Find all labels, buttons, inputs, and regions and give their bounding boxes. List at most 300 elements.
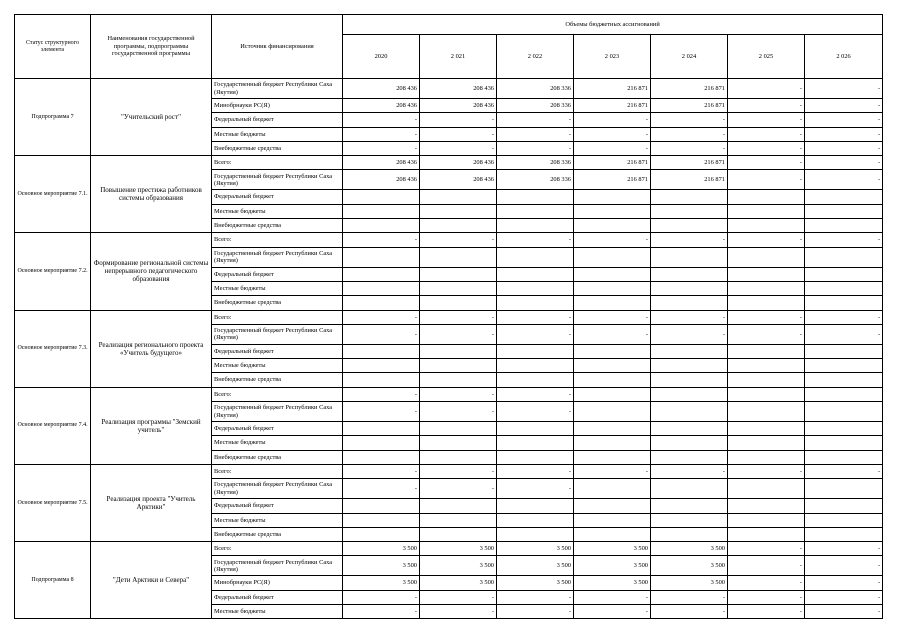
budget-value: 208 436	[343, 99, 420, 113]
table-row	[15, 310, 883, 324]
budget-value: -	[343, 233, 420, 247]
budget-value	[651, 296, 728, 310]
budget-value: 208 436	[420, 79, 497, 99]
budget-value	[805, 219, 883, 233]
budget-value: -	[420, 310, 497, 324]
budget-value	[651, 450, 728, 464]
budget-value: -	[574, 590, 651, 604]
budget-value	[805, 402, 883, 422]
funding-source: Минобрнауки РС(Я)	[212, 99, 343, 113]
budget-value	[728, 513, 805, 527]
budget-value	[728, 499, 805, 513]
funding-source: Федеральный бюджет	[212, 344, 343, 358]
budget-value	[574, 373, 651, 387]
budget-value	[651, 527, 728, 541]
budget-value	[574, 204, 651, 218]
funding-source: Внебюджетные средства	[212, 219, 343, 233]
budget-value	[651, 267, 728, 281]
budget-value	[728, 190, 805, 204]
budget-value: -	[805, 576, 883, 590]
budget-value: 208 436	[420, 99, 497, 113]
budget-value: -	[497, 141, 574, 155]
budget-value	[497, 267, 574, 281]
budget-value: -	[728, 113, 805, 127]
budget-value	[805, 373, 883, 387]
funding-source: Всего:	[212, 156, 343, 170]
budget-value	[343, 422, 420, 436]
budget-value: -	[497, 605, 574, 619]
budget-value	[420, 204, 497, 218]
budget-value: -	[420, 605, 497, 619]
table-body	[15, 79, 883, 619]
budget-value: -	[651, 324, 728, 344]
budget-value: -	[728, 556, 805, 576]
funding-source: Внебюджетные средства	[212, 373, 343, 387]
funding-source: Федеральный бюджет	[212, 267, 343, 281]
budget-value	[728, 359, 805, 373]
budget-value	[805, 204, 883, 218]
budget-value: -	[805, 170, 883, 190]
budget-value: -	[728, 605, 805, 619]
budget-value: -	[574, 464, 651, 478]
budget-value	[728, 479, 805, 499]
budget-value: -	[805, 156, 883, 170]
budget-value: -	[343, 479, 420, 499]
table-row	[15, 156, 883, 170]
budget-value	[420, 344, 497, 358]
budget-value	[651, 190, 728, 204]
budget-value: -	[805, 542, 883, 556]
budget-value	[574, 344, 651, 358]
budget-value	[497, 281, 574, 295]
budget-value	[497, 247, 574, 267]
budget-value: -	[728, 310, 805, 324]
budget-value: 216 871	[574, 99, 651, 113]
budget-value	[497, 450, 574, 464]
budget-value	[651, 436, 728, 450]
budget-value: -	[651, 113, 728, 127]
budget-value: -	[651, 233, 728, 247]
funding-source: Местные бюджеты	[212, 127, 343, 141]
budget-value: -	[497, 590, 574, 604]
budget-value: -	[497, 233, 574, 247]
funding-source: Федеральный бюджет	[212, 190, 343, 204]
volumes-column-header: Объемы бюджетных ассигнований	[343, 15, 883, 35]
budget-value: 3 500	[420, 542, 497, 556]
funding-source: Всего:	[212, 387, 343, 401]
budget-value: -	[343, 605, 420, 619]
budget-value	[728, 219, 805, 233]
budget-value	[343, 247, 420, 267]
budget-value: 208 336	[497, 170, 574, 190]
program-name: Реализация проекта "Учитель Арктики"	[91, 464, 212, 541]
budget-value	[343, 499, 420, 513]
program-name: "Учительский рост"	[91, 79, 212, 156]
budget-value	[497, 513, 574, 527]
structural-element-status: Основное мероприятие 7.1.	[15, 156, 91, 233]
budget-value	[343, 219, 420, 233]
funding-source: Внебюджетные средства	[212, 527, 343, 541]
budget-value	[497, 344, 574, 358]
budget-value: 216 871	[651, 79, 728, 99]
budget-value: -	[651, 590, 728, 604]
budget-value: -	[574, 127, 651, 141]
budget-value: -	[805, 590, 883, 604]
budget-value	[420, 436, 497, 450]
budget-value	[343, 436, 420, 450]
budget-value	[574, 450, 651, 464]
budget-value: 216 871	[574, 79, 651, 99]
budget-value	[343, 281, 420, 295]
budget-value: -	[343, 310, 420, 324]
budget-value: 3 500	[651, 576, 728, 590]
funding-source: Местные бюджеты	[212, 359, 343, 373]
budget-value: 208 336	[497, 79, 574, 99]
budget-value	[420, 422, 497, 436]
funding-source: Местные бюджеты	[212, 281, 343, 295]
budget-value: -	[728, 141, 805, 155]
budget-value: -	[420, 233, 497, 247]
budget-value	[651, 373, 728, 387]
budget-value	[651, 387, 728, 401]
budget-value: 3 500	[420, 576, 497, 590]
funding-source: Государственный бюджет Республики Саха (Якутия)	[212, 170, 343, 190]
budget-value	[651, 513, 728, 527]
structural-element-status: Основное мероприятие 7.5.	[15, 464, 91, 541]
budget-value	[420, 359, 497, 373]
budget-value	[574, 479, 651, 499]
budget-value	[805, 499, 883, 513]
budget-value: -	[651, 310, 728, 324]
budget-value: 3 500	[497, 542, 574, 556]
budget-value: 208 436	[420, 170, 497, 190]
budget-value: -	[420, 402, 497, 422]
budget-value	[343, 204, 420, 218]
budget-value: -	[497, 310, 574, 324]
budget-value: -	[497, 324, 574, 344]
program-name: Формирование региональной системы непрерывного педагогического образования	[91, 233, 212, 310]
budget-value	[728, 204, 805, 218]
budget-value: -	[343, 127, 420, 141]
budget-value: 216 871	[574, 170, 651, 190]
budget-value	[805, 450, 883, 464]
budget-value: 208 436	[343, 156, 420, 170]
budget-value	[805, 296, 883, 310]
budget-value: 216 871	[651, 99, 728, 113]
budget-value	[420, 247, 497, 267]
budget-value	[497, 219, 574, 233]
budget-value: 3 500	[497, 556, 574, 576]
budget-value	[728, 267, 805, 281]
funding-source: Федеральный бюджет	[212, 422, 343, 436]
program-name: "Дети Арктики и Севера"	[91, 542, 212, 619]
budget-value: -	[805, 99, 883, 113]
budget-value: -	[420, 324, 497, 344]
funding-source: Федеральный бюджет	[212, 499, 343, 513]
funding-source: Внебюджетные средства	[212, 296, 343, 310]
budget-value	[728, 296, 805, 310]
budget-value: -	[497, 127, 574, 141]
budget-value: 3 500	[574, 576, 651, 590]
year-header: 2 026	[805, 35, 883, 79]
budget-value: 216 871	[574, 156, 651, 170]
budget-value	[420, 281, 497, 295]
structural-element-status: Основное мероприятие 7.4.	[15, 387, 91, 464]
funding-source: Местные бюджеты	[212, 513, 343, 527]
year-header: 2020	[343, 35, 420, 79]
budget-value: 3 500	[497, 576, 574, 590]
table-row	[15, 79, 883, 99]
budget-value	[497, 436, 574, 450]
budget-value: -	[651, 464, 728, 478]
budget-value: -	[805, 113, 883, 127]
budget-value: -	[343, 113, 420, 127]
budget-value: 216 871	[651, 156, 728, 170]
budget-value	[420, 296, 497, 310]
budget-value: 3 500	[343, 556, 420, 576]
budget-value: -	[497, 464, 574, 478]
budget-value: 3 500	[574, 556, 651, 576]
budget-value: -	[574, 310, 651, 324]
budget-value: -	[420, 479, 497, 499]
funding-source: Всего:	[212, 310, 343, 324]
budget-value	[420, 499, 497, 513]
budget-value: -	[574, 113, 651, 127]
source-column-header: Источник финансирования	[212, 15, 343, 79]
table-row	[15, 233, 883, 247]
budget-value: -	[497, 479, 574, 499]
budget-value: -	[805, 141, 883, 155]
table-row	[15, 387, 883, 401]
budget-value	[497, 422, 574, 436]
budget-value: -	[805, 233, 883, 247]
funding-source: Всего:	[212, 542, 343, 556]
year-header: 2 024	[651, 35, 728, 79]
budget-value	[651, 247, 728, 267]
budget-value	[420, 513, 497, 527]
year-header: 2 025	[728, 35, 805, 79]
budget-value: 3 500	[651, 556, 728, 576]
program-name: Реализация регионального проекта «Учитель будущего»	[91, 310, 212, 387]
budget-value: -	[343, 464, 420, 478]
funding-source: Государственный бюджет Республики Саха (Якутия)	[212, 324, 343, 344]
budget-value: -	[728, 79, 805, 99]
budget-value: 3 500	[651, 542, 728, 556]
budget-value: -	[574, 141, 651, 155]
budget-value	[420, 190, 497, 204]
budget-value	[651, 479, 728, 499]
budget-value	[574, 402, 651, 422]
table-row	[15, 464, 883, 478]
budget-value	[728, 373, 805, 387]
budget-value	[343, 344, 420, 358]
budget-value	[420, 373, 497, 387]
budget-value: -	[728, 542, 805, 556]
budget-value: -	[420, 113, 497, 127]
budget-value: -	[343, 324, 420, 344]
budget-value	[420, 267, 497, 281]
funding-source: Государственный бюджет Республики Саха (Якутия)	[212, 402, 343, 422]
budget-value	[420, 450, 497, 464]
budget-value: -	[728, 170, 805, 190]
budget-value	[805, 281, 883, 295]
budget-value	[728, 422, 805, 436]
budget-value	[651, 219, 728, 233]
budget-value	[574, 190, 651, 204]
budget-value: 208 436	[343, 170, 420, 190]
budget-value	[343, 267, 420, 281]
funding-source: Местные бюджеты	[212, 605, 343, 619]
structural-element-status: Основное мероприятие 7.2.	[15, 233, 91, 310]
budget-value	[728, 344, 805, 358]
budget-value: 216 871	[651, 170, 728, 190]
budget-value	[805, 527, 883, 541]
budget-value	[420, 527, 497, 541]
budget-value	[805, 513, 883, 527]
budget-value: -	[805, 310, 883, 324]
budget-value	[651, 204, 728, 218]
budget-value: -	[420, 141, 497, 155]
budget-value	[574, 359, 651, 373]
budget-value	[574, 436, 651, 450]
budget-value: 3 500	[574, 542, 651, 556]
budget-value	[420, 219, 497, 233]
budget-value	[805, 422, 883, 436]
budget-value	[651, 344, 728, 358]
budget-value: -	[574, 233, 651, 247]
budget-value	[728, 402, 805, 422]
budget-value: -	[420, 464, 497, 478]
budget-value: -	[343, 387, 420, 401]
budget-value: -	[651, 605, 728, 619]
budget-value	[651, 281, 728, 295]
table-row	[15, 542, 883, 556]
budget-value: -	[805, 79, 883, 99]
budget-value	[805, 247, 883, 267]
status-column-header: Статус структурного элемента	[15, 15, 91, 79]
funding-source: Государственный бюджет Республики Саха (Якутия)	[212, 556, 343, 576]
budget-value	[343, 450, 420, 464]
budget-value: 208 336	[497, 99, 574, 113]
funding-source: Всего:	[212, 233, 343, 247]
budget-value: -	[728, 156, 805, 170]
funding-source: Всего:	[212, 464, 343, 478]
funding-source: Федеральный бюджет	[212, 113, 343, 127]
budget-value: -	[497, 402, 574, 422]
budget-value: -	[728, 324, 805, 344]
budget-value	[805, 190, 883, 204]
budget-value: -	[420, 127, 497, 141]
budget-value	[497, 204, 574, 218]
structural-element-status: Подпрограмма 7	[15, 79, 91, 156]
budget-value: -	[805, 464, 883, 478]
budget-value: 3 500	[343, 542, 420, 556]
budget-value: -	[805, 605, 883, 619]
budget-value: -	[574, 605, 651, 619]
budget-value: -	[728, 99, 805, 113]
budget-value: -	[497, 113, 574, 127]
budget-value: -	[805, 556, 883, 576]
budget-value	[343, 190, 420, 204]
budget-value	[497, 527, 574, 541]
budget-value	[574, 281, 651, 295]
budget-value: -	[728, 464, 805, 478]
budget-value	[574, 387, 651, 401]
budget-value	[343, 513, 420, 527]
budget-value	[728, 450, 805, 464]
budget-value: 3 500	[343, 576, 420, 590]
budget-value	[805, 359, 883, 373]
budget-value: -	[728, 576, 805, 590]
budget-value: -	[343, 402, 420, 422]
funding-source: Государственный бюджет Республики Саха (Якутия)	[212, 79, 343, 99]
budget-allocation-table	[14, 14, 883, 619]
budget-value	[574, 296, 651, 310]
budget-value	[728, 247, 805, 267]
budget-value	[805, 479, 883, 499]
funding-source: Местные бюджеты	[212, 436, 343, 450]
budget-value	[497, 373, 574, 387]
budget-value: -	[728, 127, 805, 141]
budget-value	[805, 267, 883, 281]
funding-source: Государственный бюджет Республики Саха (Якутия)	[212, 479, 343, 499]
budget-value	[728, 527, 805, 541]
budget-value	[343, 373, 420, 387]
funding-source: Местные бюджеты	[212, 204, 343, 218]
budget-value: -	[805, 127, 883, 141]
budget-value	[497, 296, 574, 310]
budget-value	[497, 359, 574, 373]
budget-value: 208 336	[497, 156, 574, 170]
funding-source: Федеральный бюджет	[212, 590, 343, 604]
budget-value	[728, 387, 805, 401]
budget-value: -	[728, 590, 805, 604]
budget-value	[343, 527, 420, 541]
structural-element-status: Подпрограмма 8	[15, 542, 91, 619]
structural-element-status: Основное мероприятие 7.3.	[15, 310, 91, 387]
budget-value	[574, 422, 651, 436]
budget-value	[574, 499, 651, 513]
funding-source: Государственный бюджет Республики Саха (Якутия)	[212, 247, 343, 267]
budget-value: 3 500	[420, 556, 497, 576]
budget-value	[728, 281, 805, 295]
budget-value	[651, 359, 728, 373]
budget-value: -	[343, 590, 420, 604]
budget-value: -	[651, 141, 728, 155]
year-header: 2 022	[497, 35, 574, 79]
budget-value	[574, 247, 651, 267]
budget-value	[343, 296, 420, 310]
year-header: 2 023	[574, 35, 651, 79]
budget-value	[574, 513, 651, 527]
budget-value	[574, 267, 651, 281]
budget-value	[497, 190, 574, 204]
funding-source: Минобрнауки РС(Я)	[212, 576, 343, 590]
program-name: Повышение престижа работников системы образования	[91, 156, 212, 233]
budget-value	[574, 219, 651, 233]
budget-value	[651, 402, 728, 422]
budget-value: 208 436	[420, 156, 497, 170]
budget-value	[805, 344, 883, 358]
budget-value: -	[574, 324, 651, 344]
budget-value	[651, 422, 728, 436]
budget-value: -	[728, 233, 805, 247]
budget-value: -	[420, 590, 497, 604]
budget-value: -	[651, 127, 728, 141]
budget-value	[728, 436, 805, 450]
year-header: 2 021	[420, 35, 497, 79]
program-name: Реализация программы "Земский учитель"	[91, 387, 212, 464]
